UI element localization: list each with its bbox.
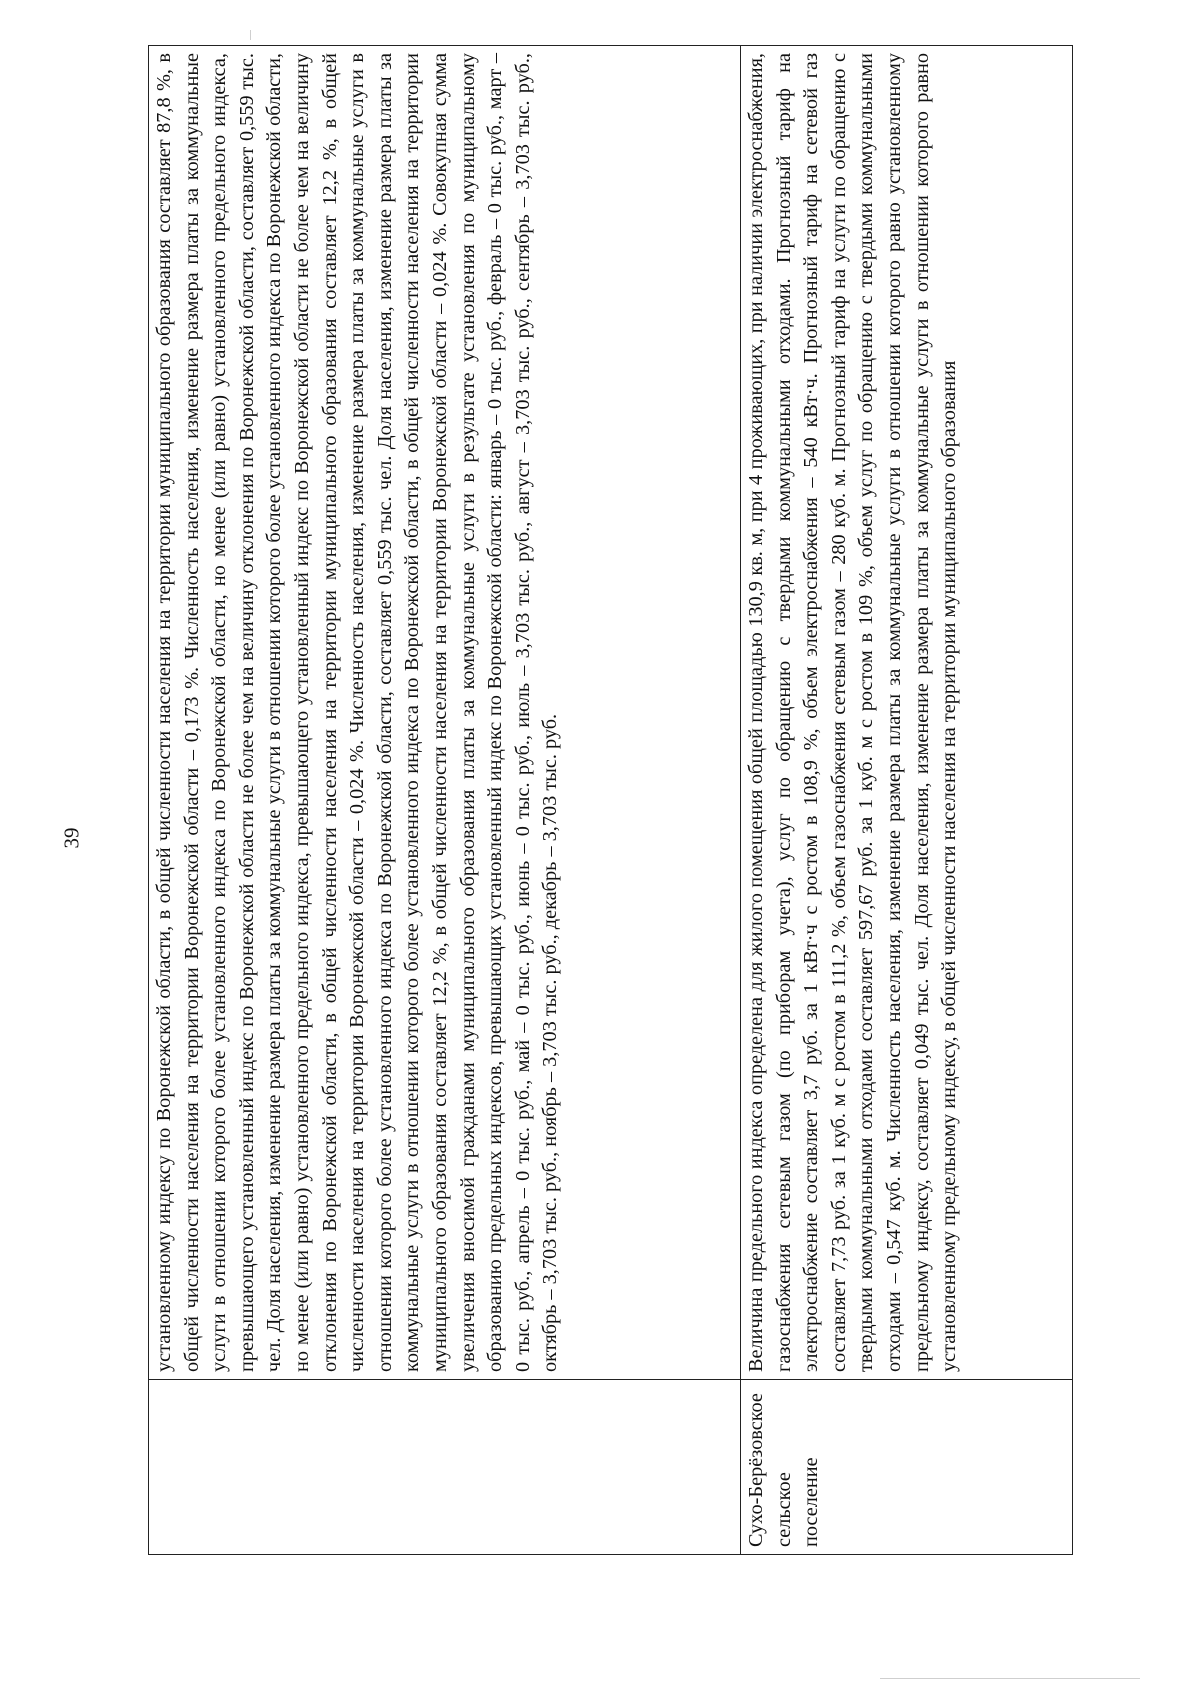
description-cell: Величина предельного индекса определена для жилого помещения общей площадью 130,9 кв. м, при 4 проживающих, при наличии электроснабжения, газоснабжения сетевым газом (по приборам учета), услуг по обращению с твердыми коммунальными отходами. Прогнозный тариф на электроснабжение составляет 3,7 руб. за 1 кВт·ч с ростом в 108,9 %, объем электроснабжения – 540 кВт·ч. Прогнозный тариф на сетевой газ составляет 7,73 руб. за 1 куб. м с ростом в 111,2 %, объем газоснабжения сетевым газом – 280 куб. м. Прогнозный тариф на услуги по обращению с твердыми коммунальными отходами составляет 597,67 руб. за 1 куб. м с ростом в 109 %, объем услуг по обращению с твердыми коммунальными отходами – 0,547 куб. м. Численность населения, изменение размера платы за коммунальные услуги в отношении которого равно установленному предельному индексу, составляет 0,049 тыс. чел. Доля населения, изменение размера платы за коммунальные услуги в отношении которого равно установленному предельному индексу, в общей численности населения на территории муниципального образования xyxy=(741,46,1073,1380)
scan-edge-mark xyxy=(880,1678,1140,1679)
table-row xyxy=(741,46,1073,1555)
rotated-table-wrapper xyxy=(148,45,1072,1555)
table-row xyxy=(149,46,741,1555)
data-table xyxy=(148,45,1073,1555)
page-number: 39 xyxy=(59,827,84,849)
settlement-name-cell xyxy=(149,1380,741,1555)
description-cell: установленному индексу по Воронежской области, в общей численности населения на территории муниципального образования составляет 87,8 %, в общей численности населения на территории Воронежской области – 0,173 %. Численность населения, изменение размера платы за коммунальные услуги в отношении которого более установленного индекса по Воронежской области, но менее (или равно) установленного предельного индекса, превышающего установленный индекс по Воронежской области не более чем на величину отклонения по Воронежской области, составляет 0,559 тыс. чел. Доля населения, изменение размера платы за коммунальные услуги в отношении которого более установленного индекса по Воронежской области, но менее (или равно) установленного предельного индекса, превышающего установленный индекс по Воронежской области не более чем на величину отклонения по Воронежской области, в общей численности населения на территории муниципального образования составляет 12,2 %, в общей численности населения на территории Воронежской области – 0,024 %. Численность населения, изменение размера платы за коммунальные услуги в отношении которого более установленного индекса по Воронежской области, составляет 0,559 тыс. чел. Доля населения, изменение размера платы за коммунальные услуги в отношении которого более установленного индекса по Воронежской области, в общей численности населения на территории муниципального образования составляет 12,2 %, в общей численности населения на территории Воронежской области – 0,024 %. Совокупная сумма увеличения вносимой гражданами муниципального образования платы за коммунальные услуги в результате установления по муниципальному образованию предельных индексов, превышающих установленный индекс по Воронежской области: январь – 0 тыс. руб., февраль – 0 тыс. руб., март – 0 тыс. руб., апрель – 0 тыс. руб., май – 0 тыс. руб., июнь – 0 тыс. руб., июль – 3,703 тыс. руб., август – 3,703 тыс. руб., сентябрь – 3,703 тыс. руб., октябрь – 3,703 тыс. руб., ноябрь – 3,703 тыс. руб., декабрь – 3,703 тыс. руб. xyxy=(149,46,741,1380)
settlement-name-cell: Сухо-Берёзовское сельское поселение xyxy=(741,1380,1073,1555)
scan-edge-mark xyxy=(250,30,251,40)
